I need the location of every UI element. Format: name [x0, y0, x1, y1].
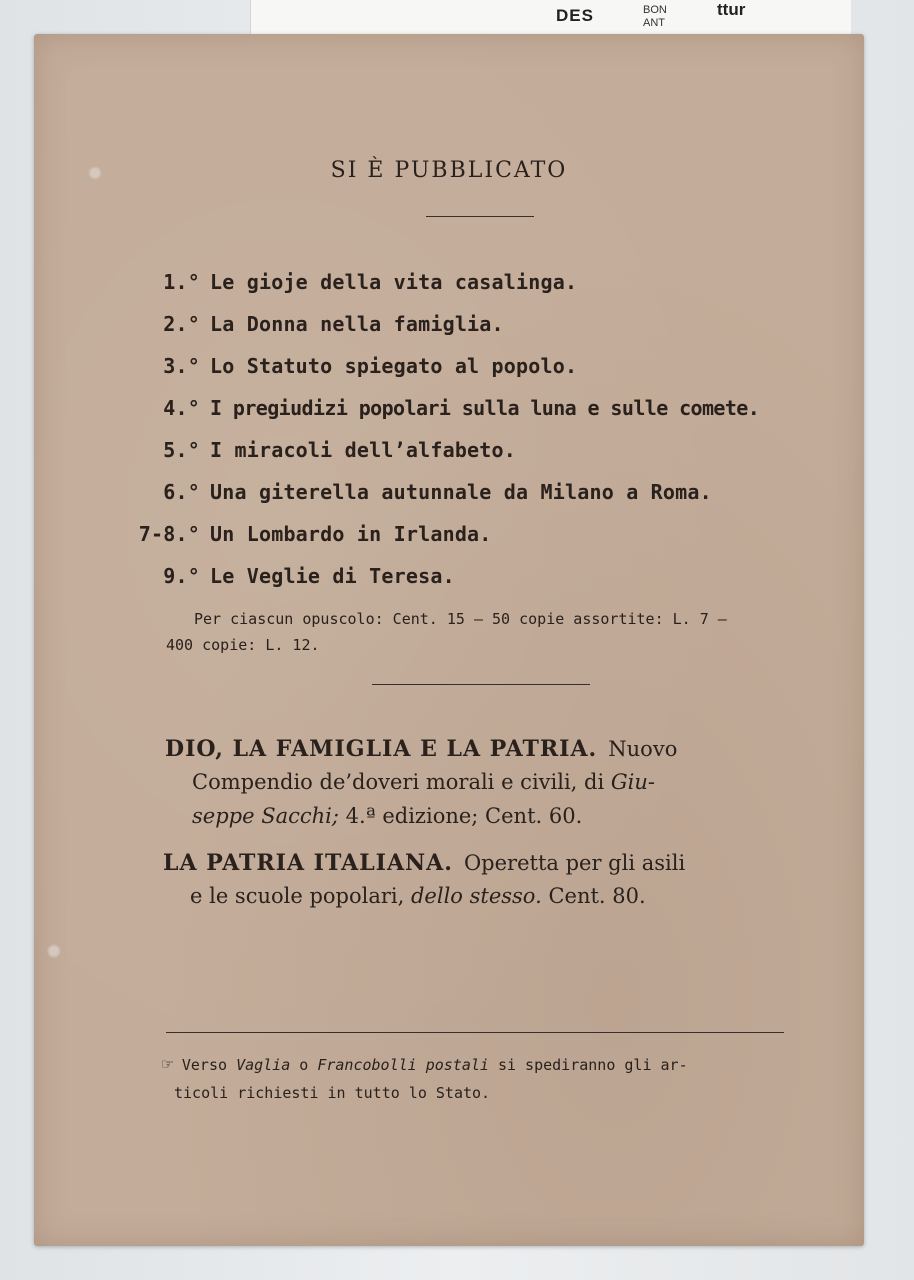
book-desc-cont: e le scuole popolari, — [190, 884, 405, 908]
price-note-line-1: Per ciascun opuscolo: Cent. 15 — 50 copie assortite: L. 7 — — [194, 610, 727, 628]
item-number: 1.° — [163, 270, 200, 294]
item-title: I miracoli dell’alfabeto. — [210, 438, 517, 462]
underlying-label-small-2: ANT — [643, 17, 665, 29]
item-number: 9.° — [163, 564, 200, 588]
shipping-note-line-2: ticoli richiesti in tutto lo Stato. — [174, 1084, 491, 1102]
booklet-back-cover — [34, 34, 864, 1246]
underlying-label-small-1: BON — [643, 4, 667, 16]
book-line-3 — [192, 804, 582, 828]
underlying-label-bold: DES — [556, 6, 594, 25]
item-title: Una giterella autunnale da Milano a Roma. — [210, 480, 712, 504]
page-heading: SI È PUBBLICATO — [330, 158, 568, 183]
book-line-2 — [192, 770, 655, 794]
item-title: Le gioje della vita casalinga. — [210, 270, 578, 294]
note-text: Verso — [181, 1056, 228, 1074]
book-title: DIO, LA FAMIGLIA E LA PATRIA. — [165, 736, 598, 762]
note-text: o — [299, 1056, 309, 1074]
book-price: Cent. 80. — [548, 884, 646, 908]
section-divider — [372, 684, 590, 685]
book-desc: Operetta per gli asili — [463, 851, 686, 875]
item-number: 4.° — [163, 396, 200, 420]
item-number: 3.° — [163, 354, 200, 378]
book-edition: 4.ª edizione; Cent. 60. — [345, 804, 583, 828]
underlying-label-small — [643, 4, 667, 30]
item-title: I pregiudizi popolari sulla luna e sulle comete. — [210, 396, 760, 420]
underlying-label-right: ttur — [717, 0, 746, 19]
item-title: Un Lombardo in Irlanda. — [210, 522, 492, 546]
price-note-line-2: 400 copie: L. 12. — [166, 636, 320, 654]
heading-divider — [426, 216, 534, 217]
item-number: 2.° — [163, 312, 200, 336]
book-title: LA PATRIA ITALIANA. — [163, 850, 453, 876]
book-author-part: Giu- — [610, 770, 655, 794]
note-text: si spediranno gli ar- — [497, 1056, 688, 1074]
item-number: 7-8.° — [138, 522, 200, 546]
book-line-2 — [190, 884, 646, 908]
book-desc: Nuovo — [608, 737, 678, 761]
item-title: Le Veglie di Teresa. — [210, 564, 455, 588]
book-line-1 — [163, 850, 685, 876]
book-author: seppe Sacchi; — [192, 804, 339, 828]
note-emphasis: Francobolli postali — [317, 1056, 489, 1074]
note-emphasis: Vaglia — [236, 1056, 291, 1074]
item-title: Lo Statuto spiegato al popolo. — [210, 354, 578, 378]
item-number: 6.° — [163, 480, 200, 504]
book-author: dello stesso. — [410, 884, 542, 908]
book-desc-cont: Compendio de’doveri morali e civili, di — [192, 770, 605, 794]
footer-divider — [166, 1032, 784, 1033]
shipping-note-line-1 — [162, 1054, 688, 1075]
binding-hole-bottom — [47, 944, 61, 958]
item-number: 5.° — [163, 438, 200, 462]
pointing-hand-icon: ☞ — [162, 1054, 173, 1075]
book-line-1 — [165, 736, 677, 762]
item-title: La Donna nella famiglia. — [210, 312, 504, 336]
